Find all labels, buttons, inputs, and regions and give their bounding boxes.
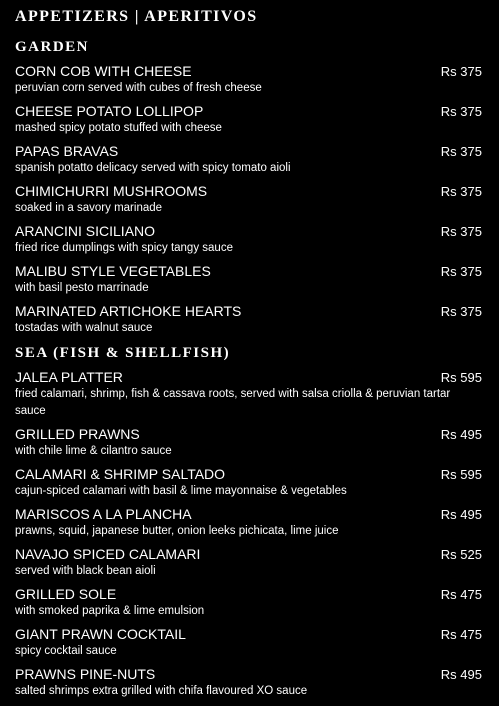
menu-page bbox=[15, 7, 482, 706]
item-name: PAPAS BRAVAS bbox=[15, 143, 119, 159]
menu-item bbox=[15, 263, 482, 297]
menu-item bbox=[15, 303, 482, 337]
item-description: served with black bean aioli bbox=[15, 565, 156, 577]
menu-item bbox=[15, 183, 482, 217]
item-description: soaked in a savory marinade bbox=[15, 202, 163, 214]
item-description: cajun-spiced calamari with basil & lime mayonnaise & vegetables bbox=[15, 485, 347, 497]
menu-item bbox=[15, 369, 482, 420]
menu-item bbox=[15, 586, 482, 620]
item-price: Rs 375 bbox=[440, 184, 482, 199]
section-title-garden: GARDEN bbox=[15, 39, 90, 55]
item-price: Rs 375 bbox=[440, 64, 482, 79]
item-price: Rs 525 bbox=[440, 547, 482, 562]
item-price: Rs 375 bbox=[440, 304, 482, 319]
item-price: Rs 375 bbox=[440, 144, 482, 159]
item-description: with chile lime & cilantro sauce bbox=[15, 445, 172, 457]
item-description: prawns, squid, japanese butter, onion leeks pichicata, lime juice bbox=[15, 525, 339, 537]
item-price: Rs 595 bbox=[440, 370, 482, 385]
sea-items bbox=[15, 369, 482, 700]
item-name: CHEESE POTATO LOLLIPOP bbox=[15, 103, 204, 119]
item-price: Rs 475 bbox=[440, 587, 482, 602]
menu-item bbox=[15, 626, 482, 660]
item-description: peruvian corn served with cubes of fresh cheese bbox=[15, 82, 262, 94]
item-price: Rs 375 bbox=[440, 104, 482, 119]
item-price: Rs 375 bbox=[440, 224, 482, 239]
menu-item bbox=[15, 506, 482, 540]
menu-title: APPETIZERS | APERITIVOS bbox=[15, 8, 258, 25]
item-description: tostadas with walnut sauce bbox=[15, 322, 153, 334]
item-name: NAVAJO SPICED CALAMARI bbox=[15, 546, 201, 562]
item-description: with smoked paprika & lime emulsion bbox=[15, 605, 205, 617]
item-price: Rs 595 bbox=[440, 467, 482, 482]
menu-item bbox=[15, 143, 482, 177]
menu-item bbox=[15, 223, 482, 257]
menu-item bbox=[15, 466, 482, 500]
item-description: spicy cocktail sauce bbox=[15, 645, 117, 657]
menu-item bbox=[15, 103, 482, 137]
item-name: CALAMARI & SHRIMP SALTADO bbox=[15, 466, 226, 482]
item-name: JALEA PLATTER bbox=[15, 369, 123, 385]
item-name: PRAWNS PINE-NUTS bbox=[15, 666, 156, 682]
item-name: CHIMICHURRI MUSHROOMS bbox=[15, 183, 208, 199]
item-price: Rs 495 bbox=[440, 507, 482, 522]
item-price: Rs 475 bbox=[440, 627, 482, 642]
item-price: Rs 495 bbox=[440, 667, 482, 682]
section-title-sea: SEA (FISH & SHELLFISH) bbox=[15, 345, 231, 361]
item-description: mashed spicy potato stuffed with cheese bbox=[15, 122, 222, 134]
item-name: ARANCINI SICILIANO bbox=[15, 223, 156, 239]
item-name: MALIBU STYLE VEGETABLES bbox=[15, 263, 211, 279]
item-name: MARINATED ARTICHOKE HEARTS bbox=[15, 303, 242, 319]
menu-item bbox=[15, 666, 482, 700]
item-description: fried calamari, shrimp, fish & cassava roots, served with salsa criolla & peruvian tartar sauce bbox=[15, 388, 451, 417]
item-name: MARISCOS A LA PLANCHA bbox=[15, 506, 192, 522]
item-name: GRILLED PRAWNS bbox=[15, 426, 140, 442]
menu-item bbox=[15, 426, 482, 460]
item-price: Rs 495 bbox=[440, 427, 482, 442]
item-price: Rs 375 bbox=[440, 264, 482, 279]
item-name: GRILLED SOLE bbox=[15, 586, 117, 602]
item-description: fried rice dumplings with spicy tangy sauce bbox=[15, 242, 233, 254]
garden-items bbox=[15, 63, 482, 337]
item-description: spanish potatto delicacy served with spicy tomato aioli bbox=[15, 162, 291, 174]
item-name: GIANT PRAWN COCKTAIL bbox=[15, 626, 186, 642]
item-description: with basil pesto marrinade bbox=[15, 282, 149, 294]
item-description: salted shrimps extra grilled with chifa flavoured XO sauce bbox=[15, 685, 308, 697]
item-name: CORN COB WITH CHEESE bbox=[15, 63, 192, 79]
menu-item bbox=[15, 63, 482, 97]
menu-item bbox=[15, 546, 482, 580]
